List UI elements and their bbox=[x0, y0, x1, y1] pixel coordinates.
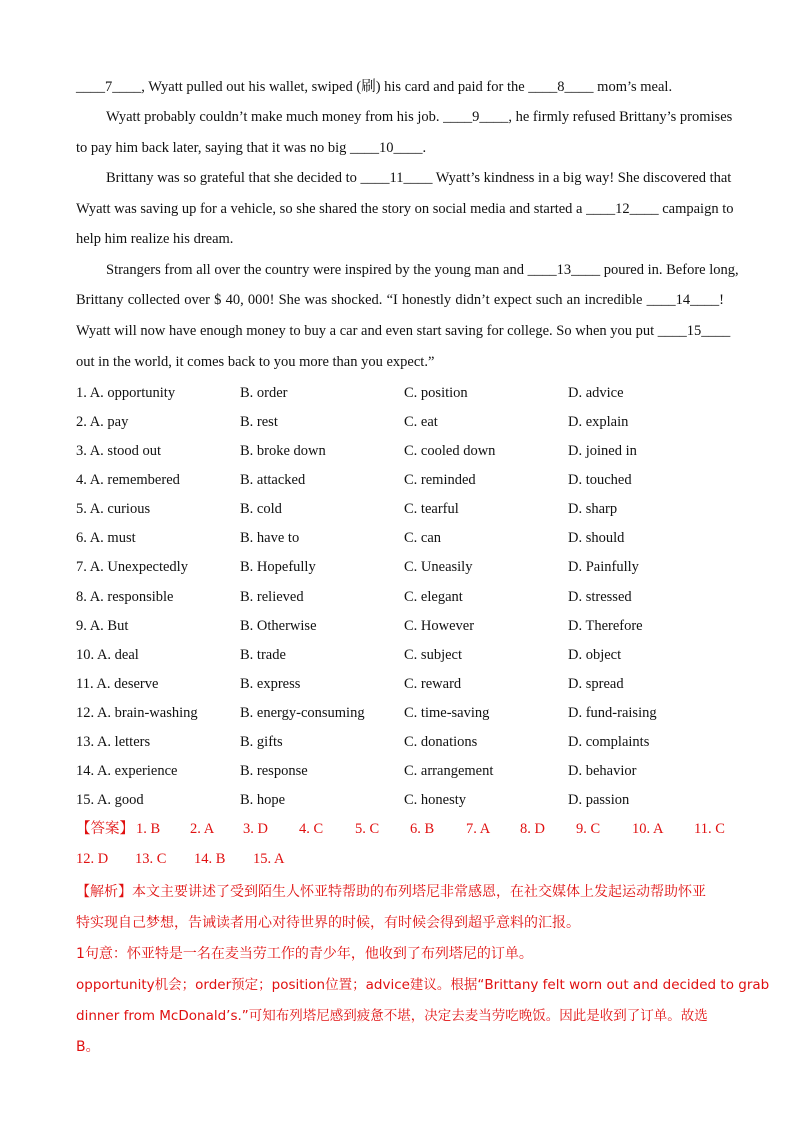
answer-label: 【答案】 bbox=[76, 821, 134, 837]
passage-line: help him realize his dream. bbox=[76, 231, 234, 247]
passage-line: Brittany collected over $ 40, 000! She was shocked. “I honestly didn’t expect such an incredible ____14____! bbox=[76, 292, 724, 308]
option-d: D. spread bbox=[568, 676, 624, 692]
option-d: D. should bbox=[568, 530, 625, 546]
option-a: 2. A. pay bbox=[76, 414, 129, 430]
option-d: D. fund-raising bbox=[568, 705, 657, 721]
option-a: 1. A. opportunity bbox=[76, 385, 176, 401]
analysis-q1-words: opportunity机会；order预定；position位置；advice建议。根据“Brittany felt worn out and decided to grab bbox=[76, 977, 770, 993]
answer-item: 3. D bbox=[243, 821, 268, 837]
option-row bbox=[76, 704, 736, 722]
answer-item: 11. C bbox=[694, 821, 725, 837]
option-a: 14. A. experience bbox=[76, 763, 178, 779]
passage-line: Strangers from all over the country were inspired by the young man and ____13____ poured in. Before long, bbox=[106, 262, 739, 278]
option-c: C. elegant bbox=[404, 589, 463, 605]
option-b: B. have to bbox=[240, 530, 300, 546]
option-b: B. cold bbox=[240, 501, 282, 517]
option-c: C. However bbox=[404, 618, 475, 634]
answer-item: 1. B bbox=[136, 821, 161, 837]
option-c: C. Uneasily bbox=[404, 559, 473, 575]
analysis-q1: 1句意：怀亚特是一名在麦当劳工作的青少年，他收到了布列塔尼的订单。 bbox=[76, 946, 533, 962]
analysis-summary-line bbox=[76, 877, 726, 908]
answer-item: 10. A bbox=[632, 821, 664, 837]
option-c: C. reward bbox=[404, 676, 462, 692]
option-b: B. rest bbox=[240, 414, 278, 430]
option-b: B. broke down bbox=[240, 443, 326, 459]
option-d: D. sharp bbox=[568, 501, 618, 517]
answer-item: 6. B bbox=[410, 821, 435, 837]
option-c: C. arrangement bbox=[404, 763, 494, 779]
option-c: C. reminded bbox=[404, 472, 476, 488]
option-row bbox=[76, 675, 736, 693]
option-c: C. time-saving bbox=[404, 705, 490, 721]
option-row bbox=[76, 588, 736, 606]
option-a: 5. A. curious bbox=[76, 501, 151, 517]
answer-item: 2. A bbox=[190, 821, 215, 837]
option-row bbox=[76, 471, 736, 489]
option-b: B. energy-consuming bbox=[240, 705, 365, 721]
passage-line: Wyatt was saving up for a vehicle, so she shared the story on social media and started a ____12____ campaign to bbox=[76, 201, 734, 217]
option-row bbox=[76, 646, 736, 664]
option-c: C. tearful bbox=[404, 501, 459, 517]
option-d: D. explain bbox=[568, 414, 629, 430]
answer-item: 7. A bbox=[466, 821, 491, 837]
option-b: B. Otherwise bbox=[240, 618, 317, 634]
option-a: 15. A. good bbox=[76, 792, 144, 808]
option-d: D. joined in bbox=[568, 443, 637, 459]
option-c: C. position bbox=[404, 385, 468, 401]
analysis-q1-choice: B。 bbox=[76, 1039, 100, 1055]
option-c: C. subject bbox=[404, 647, 462, 663]
passage-line: out in the world, it comes back to you more than you expect.” bbox=[76, 354, 435, 370]
option-row bbox=[76, 500, 736, 518]
option-a: 10. A. deal bbox=[76, 647, 139, 663]
answer-item: 14. B bbox=[194, 851, 226, 867]
option-c: C. can bbox=[404, 530, 442, 546]
passage-line: ____7____, Wyatt pulled out his wallet, swiped (刷) his card and paid for the ____8____ mom’s meal. bbox=[76, 79, 673, 95]
option-d: D. stressed bbox=[568, 589, 632, 605]
answer-item: 9. C bbox=[576, 821, 601, 837]
option-b: B. response bbox=[240, 763, 308, 779]
option-row bbox=[76, 791, 736, 809]
option-row bbox=[76, 529, 736, 547]
option-d: D. touched bbox=[568, 472, 632, 488]
option-b: B. express bbox=[240, 676, 301, 692]
option-b: B. trade bbox=[240, 647, 286, 663]
option-d: D. Therefore bbox=[568, 618, 643, 634]
option-b: B. hope bbox=[240, 792, 286, 808]
analysis-q1-reason: dinner from McDonald’s.”可知布列塔尼感到疲惫不堪，决定去麦当劳吃晚饭。因此是收到了订单。故选 bbox=[76, 1008, 708, 1024]
option-a: 13. A. letters bbox=[76, 734, 151, 750]
option-b: B. Hopefully bbox=[240, 559, 316, 575]
option-a: 12. A. brain-washing bbox=[76, 705, 198, 721]
option-a: 4. A. remembered bbox=[76, 472, 180, 488]
option-c: C. eat bbox=[404, 414, 438, 430]
passage-line: Brittany was so grateful that she decided to ____11____ Wyatt’s kindness in a big way! She discovered that bbox=[106, 170, 732, 186]
answer-item: 15. A bbox=[253, 851, 285, 867]
option-row bbox=[76, 413, 736, 431]
option-c: C. donations bbox=[404, 734, 478, 750]
passage-line: to pay him back later, saying that it was no big ____10____. bbox=[76, 140, 427, 156]
option-b: B. relieved bbox=[240, 589, 304, 605]
option-a: 6. A. must bbox=[76, 530, 136, 546]
answer-item: 5. C bbox=[355, 821, 380, 837]
option-d: D. complaints bbox=[568, 734, 650, 750]
analysis-label: 【解析】 bbox=[76, 884, 132, 900]
option-row bbox=[76, 558, 736, 576]
answer-item: 4. C bbox=[299, 821, 324, 837]
option-a: 8. A. responsible bbox=[76, 589, 174, 605]
analysis-summary: 本文主要讲述了受到陌生人怀亚特帮助的布列塔尼非常感恩，在社交媒体上发起运动帮助怀亚 bbox=[132, 884, 706, 900]
answer-item: 12. D bbox=[76, 851, 109, 867]
option-a: 11. A. deserve bbox=[76, 676, 159, 692]
option-d: D. advice bbox=[568, 385, 624, 401]
answer-item: 13. C bbox=[135, 851, 167, 867]
option-row bbox=[76, 442, 736, 460]
option-row bbox=[76, 384, 736, 402]
analysis-summary-line: 特实现自己梦想，告诫读者用心对待世界的时候，有时候会得到超乎意料的汇报。 bbox=[76, 915, 580, 931]
option-c: C. cooled down bbox=[404, 443, 496, 459]
answer-item: 8. D bbox=[520, 821, 545, 837]
option-d: D. object bbox=[568, 647, 622, 663]
passage-line: Wyatt probably couldn’t make much money from his job. ____9____, he firmly refused Brittany’s promises bbox=[106, 109, 733, 125]
option-d: D. Painfully bbox=[568, 559, 639, 575]
passage-line: Wyatt will now have enough money to buy a car and even start saving for college. So when you put ____15____ bbox=[76, 323, 731, 339]
option-row bbox=[76, 733, 736, 751]
option-row bbox=[76, 617, 736, 635]
option-c: C. honesty bbox=[404, 792, 467, 808]
option-d: D. passion bbox=[568, 792, 630, 808]
option-b: B. order bbox=[240, 385, 288, 401]
option-a: 7. A. Unexpectedly bbox=[76, 559, 188, 575]
option-a: 9. A. But bbox=[76, 618, 129, 634]
option-b: B. gifts bbox=[240, 734, 283, 750]
analysis-section bbox=[76, 877, 770, 1063]
option-a: 3. A. stood out bbox=[76, 443, 161, 459]
option-row bbox=[76, 762, 736, 780]
option-b: B. attacked bbox=[240, 472, 306, 488]
option-d: D. behavior bbox=[568, 763, 637, 779]
